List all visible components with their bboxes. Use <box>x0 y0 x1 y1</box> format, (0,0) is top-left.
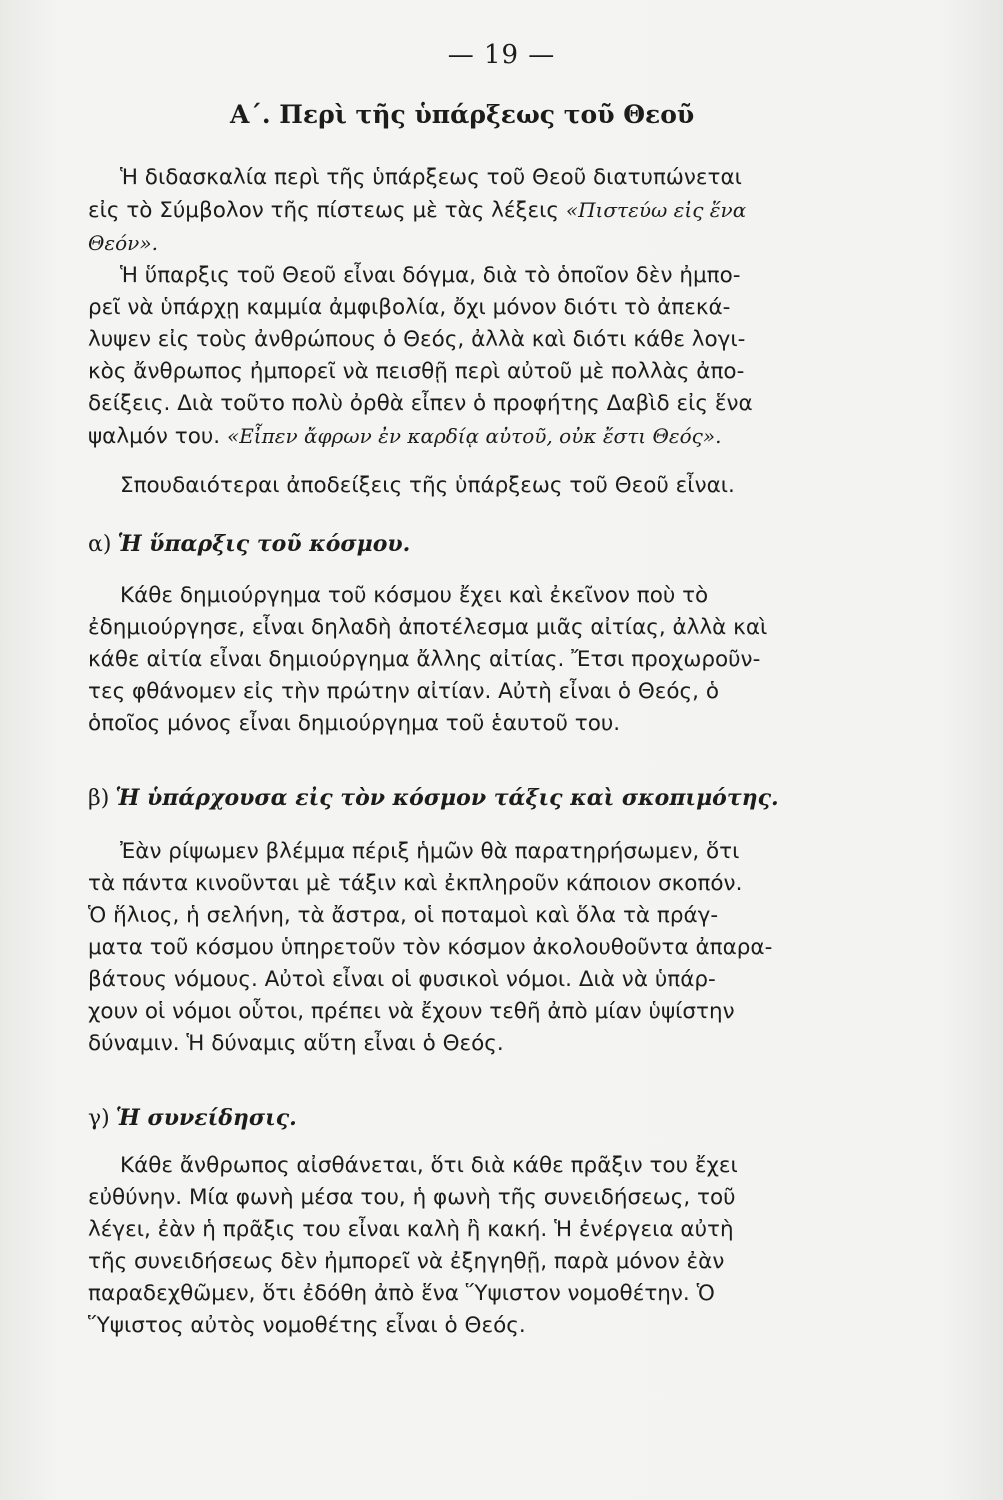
text-line: ἐδημιούργησε, εἶναι δηλαδὴ ἀποτέλεσμα μιᾶς αἰτίας, ἀλλὰ καὶ <box>88 615 768 640</box>
text-line: εὐθύνην. Μία φωνὴ μέσα του, ἡ φωνὴ τῆς συνειδήσεως, τοῦ <box>88 1185 736 1210</box>
text-line <box>88 227 918 260</box>
subheading-number: α) <box>88 532 112 557</box>
text-line: κὸς ἄνθρωπος ἠμπορεῖ νὰ πεισθῇ περὶ αὐτοῦ μὲ πολλὰς ἀπο- <box>88 359 745 384</box>
text-line: Κάθε δημιούργημα τοῦ κόσμου ἔχει καὶ ἐκεῖνον ποὺ τὸ <box>120 583 709 608</box>
subheading-a <box>88 528 918 561</box>
text-run: εἰς τὸ Σύμβολον τῆς πίστεως μὲ τὰς λέξεις <box>88 198 566 223</box>
text-line <box>88 782 918 815</box>
text-line: Σπουδαιότεραι ἀποδείξεις τῆς ὑπάρξεως τοῦ Θεοῦ εἶναι. <box>120 473 735 498</box>
text-line: Ὕψιστος αὐτὸς νομοθέτης εἶναι ὁ Θεός. <box>88 1313 526 1338</box>
text-line: λέγει, ἐὰν ἡ πρᾶξις του εἶναι καλὴ ἢ κακή. Ἡ ἐνέργεια αὐτὴ <box>88 1217 734 1242</box>
chapter-title: Α΄. Περὶ τῆς ὑπάρξεως τοῦ Θεοῦ <box>230 100 695 129</box>
paragraph-world <box>88 580 918 740</box>
text-line: κάθε αἰτία εἶναι δημιούργημα ἄλλης αἰτίας. Ἔτσι προχωροῦν- <box>88 647 761 672</box>
text-line: χουν οἱ νόμοι οὗτοι, πρέπει νὰ ἔχουν τεθῆ ἀπὸ μίαν ὑψίστην <box>88 999 735 1024</box>
text-line: τες φθάνομεν εἰς τὴν πρώτην αἰτίαν. Αὐτὴ εἶναι ὁ Θεός, ὁ <box>88 679 719 704</box>
text-line: Ἐὰν ρίψωμεν βλέμμα πέριξ ἡμῶν θὰ παρατηρήσωμεν, ὅτι <box>120 839 740 864</box>
text-line: παραδεχθῶμεν, ὅτι ἐδόθη ἀπὸ ἕνα Ὕψιστον νομοθέτην. Ὁ <box>88 1281 715 1306</box>
text-line: ματα τοῦ κόσμου ὑπηρετοῦν τὸν κόσμον ἀκολουθοῦντα ἀπαρα- <box>88 935 773 960</box>
text-line: τῆς συνειδήσεως δὲν ἠμπορεῖ νὰ ἐξηγηθῇ, παρὰ μόνον ἐὰν <box>88 1249 725 1274</box>
paragraph-order <box>88 836 918 1060</box>
text-line <box>88 420 918 453</box>
text-run: ψαλμόν του. <box>88 424 227 449</box>
page-number: — 19 — <box>447 40 556 70</box>
text-line: Ὁ ἥλιος, ἡ σελήνη, τὰ ἄστρα, οἱ ποταμοὶ καὶ ὅλα τὰ πράγ- <box>88 903 719 928</box>
paragraph-dogma <box>88 260 918 453</box>
text-line <box>88 1102 918 1135</box>
creed-quote-end: Θεόν». <box>88 231 158 255</box>
text-line <box>88 194 918 227</box>
paragraph-proofs-intro <box>88 470 918 502</box>
subheading-label: Ἡ ὕπαρξις τοῦ κόσμου. <box>117 531 411 557</box>
paragraph-conscience <box>88 1150 918 1342</box>
paragraph-intro <box>88 162 918 260</box>
text-line: δύναμιν. Ἡ δύναμις αὕτη εἶναι ὁ Θεός. <box>88 1031 504 1056</box>
text-line: τὰ πάντα κινοῦνται μὲ τάξιν καὶ ἐκπληροῦν κάποιον σκοπόν. <box>88 871 743 896</box>
subheading-number: β) <box>88 786 110 811</box>
text-line: Ἡ διδασκαλία περὶ τῆς ὑπάρξεως τοῦ Θεοῦ διατυπώνεται <box>120 165 742 190</box>
subheading-label: Ἡ συνείδησις. <box>115 1105 297 1131</box>
text-line: Ἡ ὕπαρξις τοῦ Θεοῦ εἶναι δόγμα, διὰ τὸ ὁποῖον δὲν ἠμπο- <box>120 263 741 288</box>
subheading-number: γ) <box>88 1106 110 1131</box>
text-line: ρεῖ νὰ ὑπάρχῃ καμμία ἀμφιβολία, ὄχι μόνον διότι τὸ ἀπεκά- <box>88 295 731 320</box>
text-line <box>88 528 918 561</box>
subheading-label: Ἡ ὑπάρχουσα εἰς τὸν κόσμον τάξις καὶ σκοπιμότης. <box>115 785 779 811</box>
psalm-quote: «Εἶπεν ἄφρων ἐν καρδίᾳ αὐτοῦ, οὐκ ἔστι Θεός». <box>226 424 722 448</box>
text-line: Κάθε ἄνθρωπος αἰσθάνεται, ὅτι διὰ κάθε πρᾶξιν του ἔχει <box>120 1153 738 1178</box>
subheading-c <box>88 1102 918 1135</box>
text-line: βάτους νόμους. Αὐτοὶ εἶναι οἱ φυσικοὶ νόμοι. Διὰ νὰ ὑπάρ- <box>88 967 716 992</box>
text-line: δείξεις. Διὰ τοῦτο πολὺ ὀρθὰ εἶπεν ὁ προφήτης Δαβὶδ εἰς ἕνα <box>88 391 753 416</box>
text-line: λυψεν εἰς τοὺς ἀνθρώπους ὁ Θεός, ἀλλὰ καὶ διότι κάθε λογι- <box>88 327 746 352</box>
text-line: ὁποῖος μόνος εἶναι δημιούργημα τοῦ ἑαυτοῦ του. <box>88 711 621 736</box>
subheading-b <box>88 782 918 815</box>
creed-quote: «Πιστεύω εἰς ἕνα <box>565 198 747 222</box>
